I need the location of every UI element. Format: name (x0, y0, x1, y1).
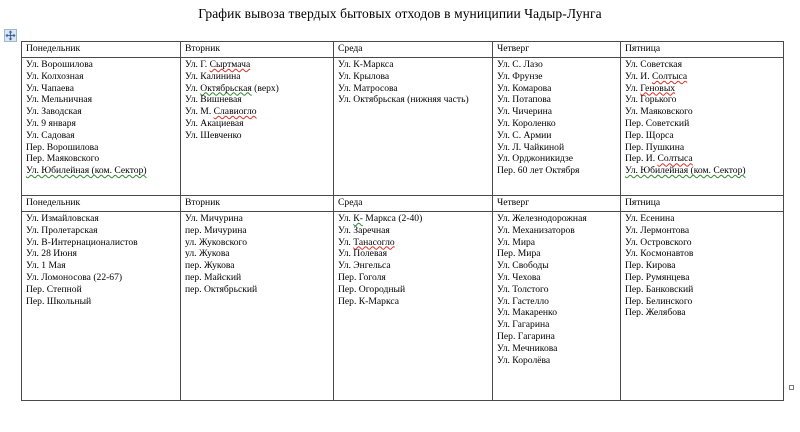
page-title: График вывоза твердых бытовых отходов в муниципии Чадыр-Лунга (198, 6, 602, 21)
list-item (497, 296, 620, 308)
list-item (185, 94, 333, 106)
list-item (497, 248, 620, 260)
list-item-text: Ул. Колхозная (26, 70, 84, 82)
list-item (338, 260, 492, 272)
resize-handle-icon[interactable] (789, 385, 794, 390)
list-item-text: Пер. Кирова (625, 260, 676, 272)
grammar-flagged-text: Октябрьская (200, 82, 252, 94)
column-header-5: Пятница (621, 42, 784, 58)
list-item (338, 225, 492, 237)
list-item-text: ул. Жуковского (185, 236, 248, 248)
spellcheck-flagged-text: Солтыса (652, 70, 688, 82)
list-item (26, 83, 180, 95)
list-item-text: Ул. Фрунзе (497, 70, 543, 82)
list-item-text: Ул. Механизаторов (497, 224, 575, 236)
list-item-text: Ул. (338, 213, 354, 224)
list-item-text: Ул. Лермонтова (625, 224, 690, 236)
list-item (26, 296, 180, 308)
list-item (625, 59, 783, 71)
list-item-text: Ул. 28 Июня (26, 248, 77, 260)
list-item (625, 142, 783, 154)
list-item-text: Пер. Советский (625, 117, 690, 129)
list-item-text: Ул. Маяковского (625, 106, 693, 118)
list-item (625, 307, 783, 319)
list-item (338, 284, 492, 296)
street-list-вторник (181, 58, 334, 196)
spellcheck-flagged-text: Солтыса (657, 153, 693, 165)
list-item-text: Ул. Крылова (338, 70, 390, 82)
list-item (185, 106, 333, 118)
column-header-4: Четверг (493, 42, 621, 58)
list-item-text: Пер. Белинского (625, 295, 693, 307)
list-item (625, 284, 783, 296)
list-item-text: Ул. Потапова (497, 94, 551, 106)
list-item-text: Ул. Гастелло (497, 295, 549, 307)
street-list-пятница (621, 212, 784, 401)
list-item (497, 153, 620, 165)
list-item (338, 94, 492, 106)
list-item-text: Ул. С. Лазо (497, 59, 543, 70)
list-item-text: Пер. Мира (497, 248, 541, 260)
list-item-text: Маркса (2-40) (362, 213, 423, 224)
list-item-text: Ул. (625, 82, 641, 94)
table-row (22, 212, 784, 401)
list-item-text: Ул. 9 января (26, 117, 76, 129)
list-item-text: Ул. Толстого (497, 283, 549, 295)
list-item-text: Ул. Мичурина (185, 213, 243, 224)
list-item (497, 213, 620, 225)
list-item (26, 106, 180, 118)
list-item (26, 213, 180, 225)
list-item-text: Ул. Шевченко (185, 129, 242, 141)
spellcheck-flagged-text: Танасогло (353, 236, 395, 248)
list-item (497, 237, 620, 249)
list-item (185, 272, 333, 284)
list-item (625, 94, 783, 106)
list-item (26, 142, 180, 154)
column-header-3: Среда (334, 42, 493, 58)
list-item-text: Пер. К-Маркса (338, 295, 400, 307)
column-header-2: Вторник (181, 42, 334, 58)
list-item-text: Ул. Орджоникидзе (497, 153, 574, 165)
list-item (26, 272, 180, 284)
list-item (338, 272, 492, 284)
list-item (625, 165, 783, 177)
list-item (338, 83, 492, 95)
list-item (625, 260, 783, 272)
street-list-четверг (493, 58, 621, 196)
table-header-row (22, 42, 784, 58)
list-item-text: Пер. Щорса (625, 129, 674, 141)
list-item (497, 165, 620, 177)
list-item-text: Ул. В-Интернационалистов (26, 236, 138, 248)
list-item-text: (верх) (251, 82, 279, 94)
list-item (625, 296, 783, 308)
list-item (26, 260, 180, 272)
column-header-2: Вторник (181, 196, 334, 212)
list-item-text: Ул. Л. Чайкиной (497, 141, 565, 153)
list-item-text: Ул. Вишневая (185, 94, 242, 106)
list-item (497, 142, 620, 154)
list-item-text: Ул. Короленко (497, 117, 556, 129)
list-item (497, 59, 620, 71)
list-item-text: Пер. 60 лет Октября (497, 165, 580, 177)
list-item (497, 343, 620, 355)
list-item (497, 307, 620, 319)
grammar-flagged-text: Ул. Юбилейная (ком. Сектор) (26, 165, 147, 177)
list-item (338, 248, 492, 260)
list-item-text: Ул. Железнодорожная (497, 213, 587, 224)
list-item-text: Ул. Есенина (625, 213, 675, 224)
list-item-text: Ул. (338, 236, 354, 248)
list-item (497, 355, 620, 367)
spellcheck-flagged-text: Сыртмача (209, 59, 251, 70)
list-item-text: Ул. Октябрьская (нижняя часть) (338, 94, 469, 106)
list-item (26, 94, 180, 106)
list-item-text: Ул. Свободы (497, 260, 549, 272)
list-item-text: Ул. (185, 82, 201, 94)
spellcheck-flagged-text: Геновых (640, 82, 676, 94)
table-row (22, 58, 784, 196)
table-body (22, 42, 784, 401)
list-item-text: Ул. Калинина (185, 70, 241, 82)
list-item-text: Пер. Огородный (338, 283, 406, 295)
list-item (625, 130, 783, 142)
list-item-text: Ул. Ворошилова (26, 59, 93, 70)
list-item (625, 83, 783, 95)
list-item (338, 59, 492, 71)
list-item (497, 118, 620, 130)
list-item-text: Ул. Ломоносова (22-67) (26, 271, 123, 283)
list-item (497, 83, 620, 95)
street-list-понедельник (22, 58, 181, 196)
list-item (625, 106, 783, 118)
list-item (26, 59, 180, 71)
list-item-text: Ул. С. Армии (497, 129, 552, 141)
list-item (26, 118, 180, 130)
list-item (338, 296, 492, 308)
street-list-среда (334, 58, 493, 196)
list-item-text: Ул. Макаренко (497, 307, 558, 319)
list-item (26, 165, 180, 177)
list-item (185, 248, 333, 260)
list-item-text: Ул. Чехова (497, 271, 541, 283)
street-list-среда (334, 212, 493, 401)
list-item-text: пер. Жукова (185, 260, 235, 272)
list-item-text: Ул. Матросова (338, 82, 398, 94)
list-item-text: Ул. Мельничная (26, 94, 93, 106)
list-item (185, 213, 333, 225)
list-item (497, 94, 620, 106)
list-item (185, 130, 333, 142)
street-list-вторник (181, 212, 334, 401)
list-item (497, 106, 620, 118)
list-item (185, 284, 333, 296)
list-item (625, 118, 783, 130)
list-item (185, 118, 333, 130)
list-item-text: Ул. Островского (625, 236, 692, 248)
list-item-text: Ул. Комарова (497, 82, 552, 94)
list-item-text: Ул. Г. (185, 59, 210, 70)
list-item-text: Ул. Мечникова (497, 342, 558, 354)
list-item-text: Ул. Измайловская (26, 213, 99, 224)
list-item (497, 225, 620, 237)
list-item (338, 237, 492, 249)
list-item-text: Ул. Заречная (338, 224, 390, 236)
waste-collection-schedule-table (21, 41, 784, 401)
column-header-1: Понедельник (22, 196, 181, 212)
list-item (497, 130, 620, 142)
list-item-text: Пер. Пушкина (625, 141, 685, 153)
list-item-text: Пер. Румянцева (625, 271, 690, 283)
list-item-text: Ул. К-Маркса (338, 59, 394, 70)
list-item (185, 83, 333, 95)
list-item-text: Ул. Гагарина (497, 319, 550, 331)
column-header-3: Среда (334, 196, 493, 212)
list-item (26, 248, 180, 260)
list-item-text: пер. Октябрьский (185, 283, 258, 295)
list-item-text: ул. Жукова (185, 248, 230, 260)
list-item (185, 260, 333, 272)
table-header-row (22, 196, 784, 212)
list-item-text: Ул. Заводская (26, 106, 82, 118)
list-item (497, 284, 620, 296)
list-item-text: пер. Мичурина (185, 224, 247, 236)
list-item (26, 71, 180, 83)
list-item-text: Пер. Школьный (26, 295, 92, 307)
list-item-text: пер. Майский (185, 271, 242, 283)
list-item-text: Ул. Энгельса (338, 260, 391, 272)
list-item (338, 213, 492, 225)
move-cross-glyph (5, 30, 16, 41)
list-item (497, 71, 620, 83)
list-item (185, 71, 333, 83)
list-item-text: Ул. Советская (625, 59, 682, 70)
spellcheck-flagged-text: Славиогло (213, 106, 257, 118)
list-item (185, 237, 333, 249)
list-item-text: Ул. Пролетарская (26, 224, 98, 236)
grammar-flagged-text: Ул. Юбилейная (ком. Сектор) (625, 165, 746, 177)
list-item-text: Ул. И. (625, 70, 653, 82)
list-item-text: Пер. Желябова (625, 307, 686, 319)
list-item (497, 319, 620, 331)
list-item (625, 237, 783, 249)
list-item-text: Пер. И. (625, 153, 658, 165)
list-item (26, 225, 180, 237)
list-item-text: Ул. Космонавтов (625, 248, 694, 260)
street-list-понедельник (22, 212, 181, 401)
list-item-text: Пер. Гагарина (497, 330, 555, 342)
list-item-text: Пер. Ворошилова (26, 141, 99, 153)
list-item-text: Ул. Чапаева (26, 82, 74, 94)
list-item (26, 153, 180, 165)
list-item (338, 71, 492, 83)
list-item-text: Ул. Мира (497, 236, 536, 248)
list-item (26, 237, 180, 249)
list-item (185, 59, 333, 71)
list-item-text: Ул. Королёва (497, 354, 551, 366)
list-item (497, 260, 620, 272)
list-item-text: Пер. Гоголя (338, 271, 386, 283)
list-item-text: Ул. Полевая (338, 248, 388, 260)
list-item (625, 225, 783, 237)
list-item-text: Пер. Степной (26, 283, 82, 295)
list-item (625, 248, 783, 260)
list-item-text: Ул. Садовая (26, 129, 75, 141)
list-item-text: Ул. 1 Мая (26, 260, 66, 272)
list-item (625, 153, 783, 165)
list-item-text: Ул. Акациевая (185, 117, 244, 129)
street-list-пятница (621, 58, 784, 196)
list-item-text: Ул. Чичерина (497, 106, 553, 118)
column-header-5: Пятница (621, 196, 784, 212)
list-item-text: Пер. Маяковского (26, 153, 100, 165)
list-item (26, 284, 180, 296)
street-list-четверг (493, 212, 621, 401)
list-item (625, 272, 783, 284)
column-header-4: Четверг (493, 196, 621, 212)
list-item (625, 213, 783, 225)
column-header-1: Понедельник (22, 42, 181, 58)
list-item (625, 71, 783, 83)
list-item-text: Ул. М. (185, 106, 214, 118)
list-item-text: Пер. Банковский (625, 283, 694, 295)
move-cross-icon[interactable] (4, 29, 17, 42)
list-item-text: Ул. Горького (625, 94, 677, 106)
list-item (497, 272, 620, 284)
grammar-flagged-text: К- (353, 213, 363, 224)
list-item (26, 130, 180, 142)
list-item (185, 225, 333, 237)
list-item (497, 331, 620, 343)
